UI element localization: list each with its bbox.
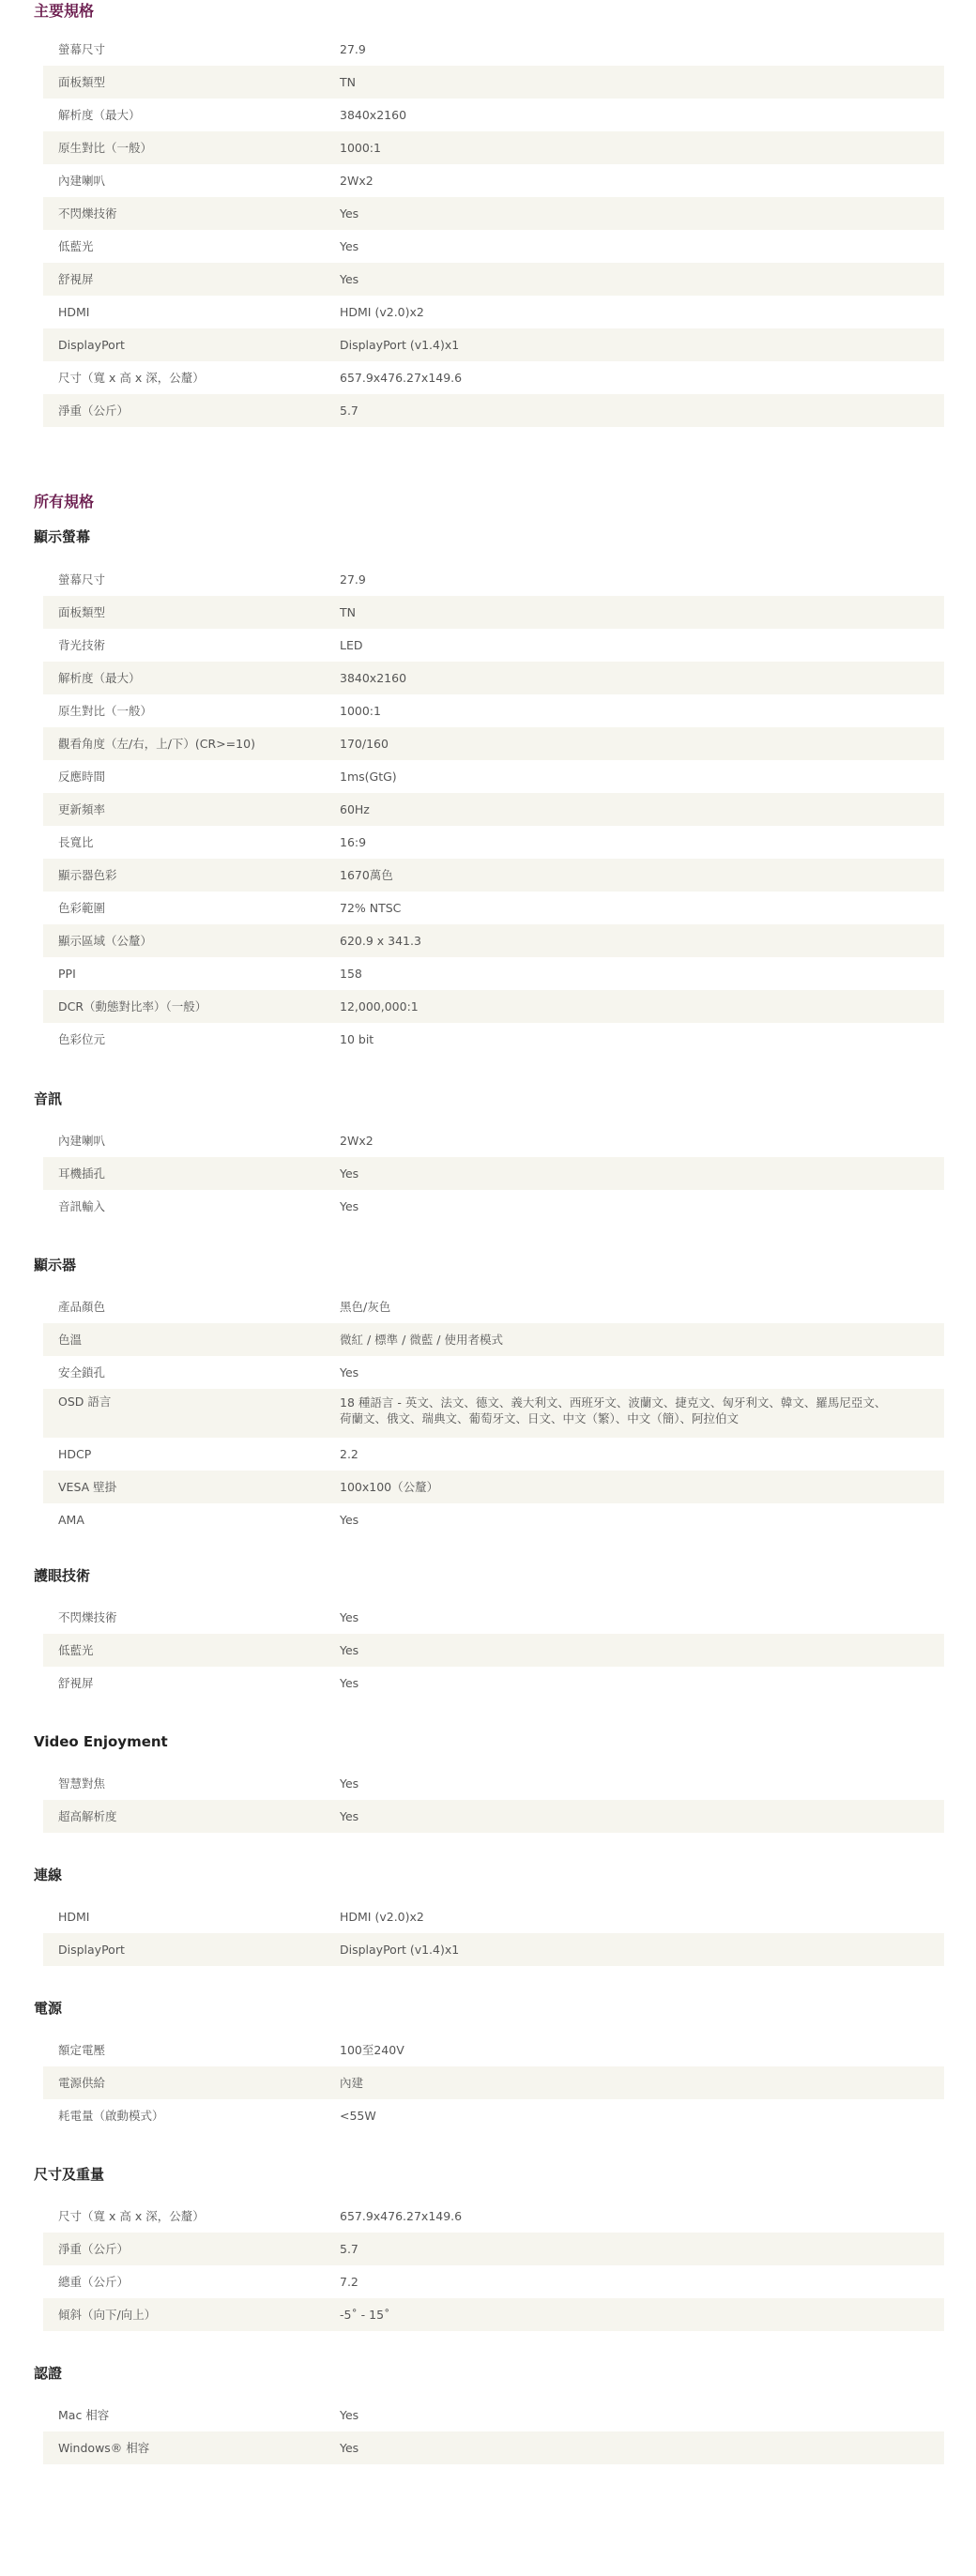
spec-label: 色溫	[58, 1332, 83, 1347]
category-table-connectivity	[43, 1900, 944, 1966]
spec-row	[43, 1190, 944, 1223]
category-table-display	[43, 563, 944, 1056]
spec-row	[43, 2431, 944, 2464]
spec-row	[43, 662, 944, 694]
spec-value: 1000:1	[340, 704, 381, 718]
spec-label: 面板類型	[58, 604, 106, 619]
spec-value: Yes	[340, 1809, 359, 1823]
spec-row	[43, 1900, 944, 1933]
spec-row	[43, 99, 944, 131]
spec-label: 額定電壓	[58, 2042, 106, 2057]
spec-value: 7.2	[340, 2275, 358, 2289]
spec-row	[43, 1023, 944, 1056]
spec-label: OSD 語言	[58, 1395, 112, 1409]
spec-row	[43, 1933, 944, 1966]
spec-label: 低藍光	[58, 1642, 94, 1657]
spec-value: Yes	[340, 272, 359, 286]
spec-row	[43, 1124, 944, 1157]
spec-value: Yes	[340, 1610, 359, 1624]
spec-value: 657.9x476.27x149.6	[340, 371, 463, 385]
spec-label: 內建喇叭	[58, 173, 106, 188]
spec-value: TN	[340, 75, 356, 89]
spec-label: 面板類型	[58, 74, 106, 89]
category-table-dimensions	[43, 2200, 944, 2331]
spec-label: 螢幕尺寸	[58, 572, 106, 587]
spec-value: Yes	[340, 2408, 359, 2422]
spec-value: 2Wx2	[340, 174, 374, 188]
spec-value: -5˚ - 15˚	[340, 2308, 390, 2322]
spec-value: 100x100（公釐）	[340, 1480, 439, 1494]
spec-row	[43, 394, 944, 427]
spec-value: 微紅 / 標準 / 微藍 / 使用者模式	[340, 1333, 503, 1347]
spec-row	[43, 859, 944, 892]
spec-row	[43, 164, 944, 197]
spec-value: 12,000,000:1	[340, 999, 419, 1014]
spec-label: HDCP	[58, 1446, 92, 1461]
spec-row	[43, 296, 944, 328]
spec-value: 170/160	[340, 737, 389, 751]
spec-label: DCR（動態對比率）（一般）	[58, 998, 207, 1014]
spec-row	[43, 361, 944, 394]
spec-row	[43, 1767, 944, 1800]
spec-label: HDMI	[58, 304, 90, 319]
spec-label: Windows® 相容	[58, 2440, 150, 2455]
spec-value: Yes	[340, 206, 359, 221]
spec-row	[43, 2200, 944, 2233]
category-table-certification	[43, 2399, 944, 2464]
spec-value: Yes	[340, 1166, 359, 1181]
category-table-monitor	[43, 1290, 944, 1536]
spec-row	[43, 2298, 944, 2331]
spec-label: 顯示器色彩	[58, 867, 117, 882]
key-specs-table	[43, 33, 944, 427]
spec-value: 黑色/灰色	[340, 1300, 391, 1314]
spec-row	[43, 924, 944, 957]
category-title-eye-care: 護眼技術	[34, 1567, 91, 1584]
spec-label: 內建喇叭	[58, 1133, 106, 1148]
spec-label: 傾斜（向下/向上）	[58, 2307, 157, 2322]
spec-row	[43, 596, 944, 629]
spec-value: Yes	[340, 1643, 359, 1657]
spec-value: Yes	[340, 2441, 359, 2455]
spec-value: DisplayPort (v1.4)x1	[340, 338, 460, 352]
spec-label: 淨重（公斤）	[58, 2241, 130, 2256]
spec-label: 舒視屏	[58, 1675, 94, 1690]
category-table-video-enjoyment	[43, 1767, 944, 1833]
spec-row	[43, 563, 944, 596]
spec-value: 27.9	[340, 42, 366, 56]
spec-value: Yes	[340, 1676, 359, 1690]
spec-row	[43, 2265, 944, 2298]
spec-label: 尺寸（寬 x 高 x 深，公釐）	[58, 370, 205, 385]
spec-label: 解析度（最大）	[58, 670, 141, 685]
spec-label: 電源供給	[58, 2075, 106, 2090]
spec-value: 3840x2160	[340, 671, 407, 685]
spec-value: 內建	[340, 2076, 364, 2090]
spec-value: 2.2	[340, 1447, 358, 1461]
spec-label: 音訊輸入	[58, 1198, 106, 1213]
spec-label: 尺寸（寬 x 高 x 深，公釐）	[58, 2208, 205, 2223]
spec-label: VESA 壁掛	[58, 1479, 117, 1494]
spec-label: 產品顏色	[58, 1299, 106, 1314]
spec-label: DisplayPort	[58, 1942, 125, 1957]
spec-value: 5.7	[340, 404, 358, 418]
spec-value: 27.9	[340, 572, 366, 587]
spec-label: 色彩範圍	[58, 900, 106, 915]
spec-row	[43, 892, 944, 924]
spec-value: Yes	[340, 1199, 359, 1213]
spec-row	[43, 230, 944, 263]
spec-label: AMA	[58, 1512, 84, 1527]
spec-row	[43, 1800, 944, 1833]
category-table-audio	[43, 1124, 944, 1223]
spec-value: 60Hz	[340, 802, 370, 816]
spec-value: DisplayPort (v1.4)x1	[340, 1943, 460, 1957]
spec-row	[43, 1667, 944, 1700]
spec-label: 總重（公斤）	[58, 2274, 130, 2289]
spec-value: 620.9 x 341.3	[340, 934, 421, 948]
spec-value: Yes	[340, 1365, 359, 1379]
category-title-certification: 認證	[34, 2365, 63, 2382]
spec-value: 1000:1	[340, 141, 381, 155]
spec-label: 原生對比（一般）	[58, 140, 153, 155]
spec-row	[43, 197, 944, 230]
spec-row	[43, 1471, 944, 1503]
category-table-eye-care	[43, 1601, 944, 1700]
spec-value: 10 bit	[340, 1032, 374, 1046]
spec-label: 解析度（最大）	[58, 107, 141, 122]
spec-value: 158	[340, 967, 362, 981]
spec-label: 觀看角度（左/右，上/下）(CR>=10)	[58, 736, 255, 751]
spec-value: 1ms(GtG)	[340, 770, 397, 784]
spec-label: 超高解析度	[58, 1808, 117, 1823]
spec-row	[43, 727, 944, 760]
spec-row	[43, 2233, 944, 2265]
spec-value: Yes	[340, 1513, 359, 1527]
spec-row	[43, 131, 944, 164]
spec-row	[43, 1438, 944, 1471]
spec-row	[43, 1503, 944, 1536]
spec-label: 原生對比（一般）	[58, 703, 153, 718]
category-title-audio: 音訊	[34, 1090, 63, 1107]
category-title-connectivity: 連線	[34, 1867, 63, 1883]
spec-value: TN	[340, 605, 356, 619]
spec-value: HDMI (v2.0)x2	[340, 1910, 424, 1924]
spec-value: LED	[340, 638, 363, 652]
spec-label: 淨重（公斤）	[58, 403, 130, 418]
spec-label: 耗電量（啟動模式）	[58, 2108, 164, 2123]
spec-label: 智慧對焦	[58, 1776, 106, 1791]
spec-label: 舒視屏	[58, 271, 94, 286]
spec-label: 顯示區域（公釐）	[58, 933, 153, 948]
spec-label: 低藍光	[58, 238, 94, 253]
spec-row	[43, 1389, 944, 1438]
all-specs-title: 所有規格	[34, 493, 95, 511]
spec-label: 螢幕尺寸	[58, 41, 106, 56]
spec-value: 72% NTSC	[340, 901, 402, 915]
spec-value: 657.9x476.27x149.6	[340, 2209, 463, 2223]
spec-row	[43, 328, 944, 361]
category-title-display: 顯示螢幕	[34, 528, 91, 545]
spec-row	[43, 793, 944, 826]
category-table-power	[43, 2034, 944, 2132]
spec-label: 反應時間	[58, 769, 106, 784]
spec-row	[43, 1157, 944, 1190]
spec-row	[43, 1601, 944, 1634]
spec-row	[43, 2066, 944, 2099]
spec-row	[43, 2034, 944, 2066]
spec-value: 16:9	[340, 835, 367, 849]
spec-row	[43, 957, 944, 990]
spec-label: 安全鎖孔	[58, 1364, 106, 1379]
spec-label: 不閃爍技術	[58, 206, 117, 221]
spec-row	[43, 66, 944, 99]
spec-value: 3840x2160	[340, 108, 407, 122]
category-title-power: 電源	[34, 2000, 63, 2017]
key-specs-title: 主要規格	[34, 2, 95, 20]
spec-value: <55W	[340, 2109, 376, 2123]
spec-label: PPI	[58, 966, 76, 981]
spec-row	[43, 990, 944, 1023]
spec-label: 背光技術	[58, 637, 106, 652]
spec-value: 5.7	[340, 2242, 358, 2256]
spec-value: HDMI (v2.0)x2	[340, 305, 424, 319]
spec-row	[43, 33, 944, 66]
spec-value: 100至240V	[340, 2043, 404, 2057]
spec-value: 18 種語言 - 英文、法文、德文、義大利文、西班牙文、波蘭文、捷克文、匈牙利文、韓文、羅馬尼亞文、 荷蘭文、俄文、瑞典文、葡萄牙文、日文、中文（繁）、中文（簡）、阿拉伯文	[340, 1395, 887, 1425]
spec-label: 耳機插孔	[58, 1166, 106, 1181]
spec-row	[43, 1323, 944, 1356]
spec-row	[43, 760, 944, 793]
spec-label: 不閃爍技術	[58, 1609, 117, 1624]
spec-row	[43, 1356, 944, 1389]
spec-row	[43, 2399, 944, 2431]
spec-row	[43, 263, 944, 296]
spec-value: Yes	[340, 239, 359, 253]
category-title-dimensions: 尺寸及重量	[34, 2166, 105, 2183]
spec-row	[43, 1290, 944, 1323]
spec-row	[43, 694, 944, 727]
spec-value: 2Wx2	[340, 1134, 374, 1148]
spec-value: 1670萬色	[340, 868, 393, 882]
spec-label: DisplayPort	[58, 337, 125, 352]
spec-label: Mac 相容	[58, 2407, 110, 2422]
category-title-video-enjoyment: Video Enjoyment	[34, 1733, 168, 1750]
category-title-monitor: 顯示器	[34, 1257, 77, 1273]
spec-label: 色彩位元	[58, 1031, 106, 1046]
spec-label: HDMI	[58, 1909, 90, 1924]
spec-value: Yes	[340, 1776, 359, 1791]
spec-row	[43, 2099, 944, 2132]
spec-row	[43, 629, 944, 662]
spec-row	[43, 826, 944, 859]
spec-row	[43, 1634, 944, 1667]
spec-label: 長寬比	[58, 834, 94, 849]
spec-label: 更新頻率	[58, 801, 106, 816]
